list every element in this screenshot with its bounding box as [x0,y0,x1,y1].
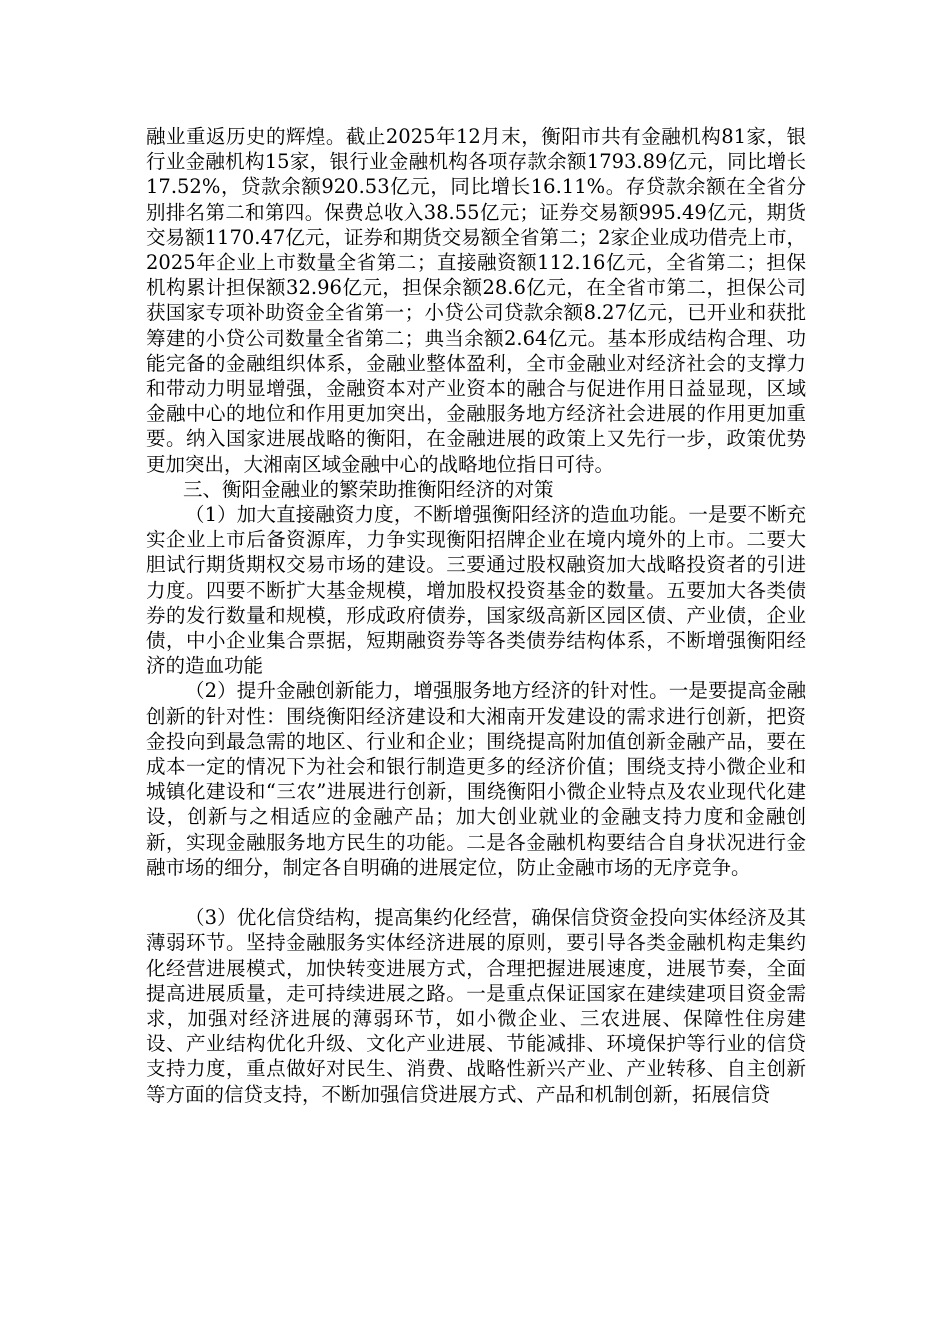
paragraph-measure-3: （3）优化信贷结构，提高集约化经营，确保信贷资金投向实体经济及其薄弱环节。坚持金融服务实体经济进展的原则，要引导各类金融机构走集约化经营进展模式，加快转变进展方式，合理把握进展速度，进展节奏，全面提高进展质量，走可持续进展之路。一是重点保证国家在建续建项目资金需求，加强对经济进展的薄弱环节，如小微企业、三农进展、保障性住房建设、产业结构优化升级、文化产业进展、节能减排、环境保护等行业的信贷支持力度，重点做好对民生、消费、战略性新兴产业、产业转移、自主创新等方面的信贷支持，不断加强信贷进展方式、产品和机制创新，拓展信贷 [146,906,806,1106]
paragraph-financial-overview: 融业重返历史的辉煌。截止2025年12月末，衡阳市共有金融机构81家，银行业金融机构15家，银行业金融机构各项存款余额1793.89亿元，同比增长17.52%，贷款余额920.53亿元，同比增长16.11%。存贷款余额在全省分别排名第二和第四。保费总收入38.55亿元；证券交易额995.49亿元，期货交易额1170.47亿元，证券和期货交易额全省第二；2家企业成功借壳上市，2025年企业上市数量全省第二；直接融资额112.16亿元，全省第二；担保机构累计担保额32.96亿元，担保余额28.6亿元，在全省市第二，担保公司获国家专项补助资金全省第一；小贷公司贷款余额8.27亿元，已开业和获批筹建的小贷公司数量全省第二；典当余额2.64亿元。基本形成结构合理、功能完备的金融组织体系，金融业整体盈利，全市金融业对经济社会的支撑力和带动力明显增强，金融资本对产业资本的融合与促进作用日益显现，区域金融中心的地位和作用更加突出，金融服务地方经济社会进展的作用更加重要。纳入国家进展战略的衡阳，在金融进展的政策上又先行一步，政策优势更加突出，大湘南区域金融中心的战略地位指日可待。 [146,125,806,476]
paragraph-spacer [146,880,806,905]
paragraph-measure-1: （1）加大直接融资力度，不断增强衡阳经济的造血功能。一是要不断充实企业上市后备资源库，力争实现衡阳招牌企业在境内境外的上市。二要大胆试行期货期权交易市场的建设。三要通过股权融资加大战略投资者的引进力度。四要不断扩大基金规模，增加股权投资基金的数量。五要加大各类债券的发行数量和规模，形成政府债券，国家级高新区园区债、产业债，企业债，中小企业集合票据，短期融资券等各类债券结构体系，不断增强衡阳经济的造血功能 [146,503,806,678]
section-heading: 三、衡阳金融业的繁荣助推衡阳经济的对策 [183,477,554,501]
document-page [146,124,806,1107]
paragraph-measure-2: （2）提升金融创新能力，增强服务地方经济的针对性。一是要提高金融创新的针对性：围绕衡阳经济建设和大湘南开发建设的需求进行创新，把资金投向到最急需的地区、行业和企业；围绕提高附加值创新金融产品，要在成本一定的情况下为社会和银行制造更多的经济价值；围绕支持小微企业和城镇化建设和“三农”进展进行创新，围绕衡阳小微企业特点及农业现代化建设，创新与之相适应的金融产品；加大创业就业的金融支持力度和金融创新，实现金融服务地方民生的功能。二是各金融机构要结合自身状况进行金融市场的细分，制定各自明确的进展定位，防止金融市场的无序竞争。 [146,679,806,879]
